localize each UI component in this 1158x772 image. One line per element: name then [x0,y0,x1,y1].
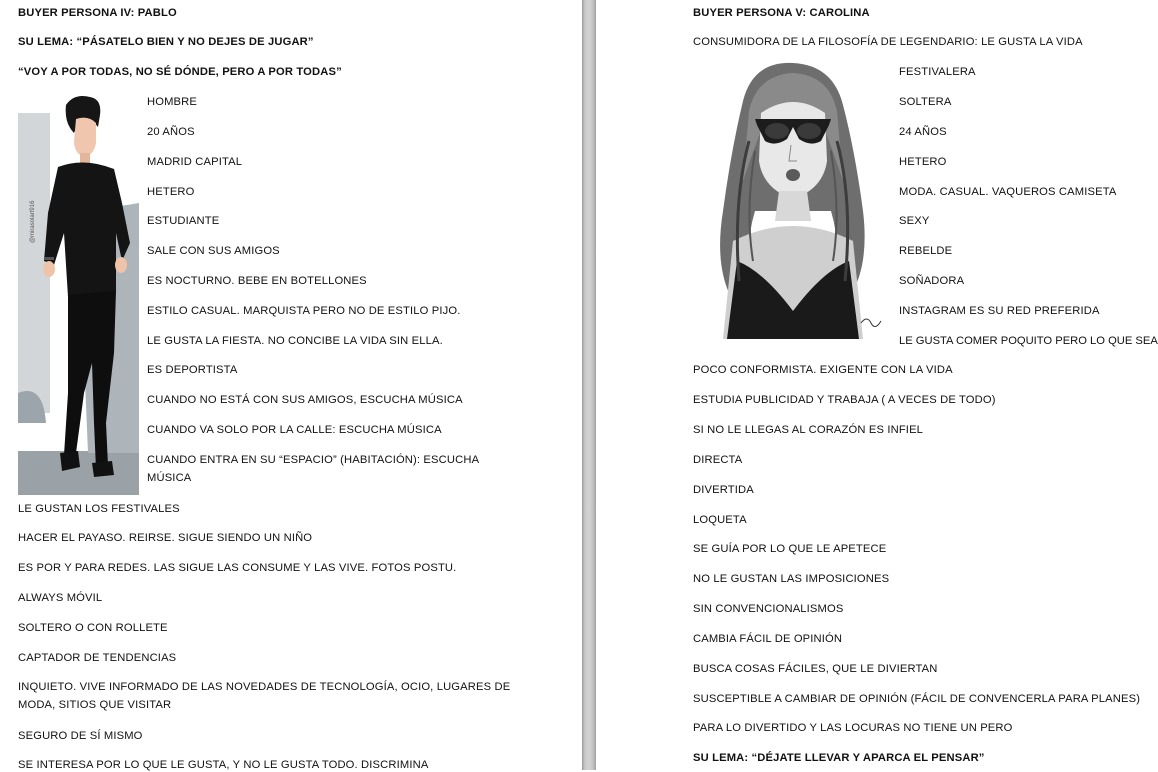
pablo-item: SE INTERESA POR LO QUE LE GUSTA, Y NO LE GUSTA TODO. DISCRIMINA [18,759,429,771]
pablo-item: LE GUSTAN LOS FESTIVALES [18,503,180,515]
carolina-lema: SU LEMA: “DÉJATE LLEVAR Y APARCA EL PENSAR” [693,752,985,764]
carolina-side-item: REBELDE [899,245,953,257]
pablo-item: ALWAYS MÓVIL [18,592,103,604]
carolina-item: DIVERTIDA [693,484,754,496]
pablo-item: INQUIETO. VIVE INFORMADO DE LAS NOVEDADES DE TECNOLOGÍA, OCIO, LUGARES DE MODA, SITIOS QUE VISITAR [18,681,511,711]
pablo-quote: “VOY A POR TODAS, NO SÉ DÓNDE, PERO A POR TODAS” [18,66,342,78]
page-gutter [582,0,596,770]
pablo-side-item: ESTILO CASUAL. MARQUISTA PERO NO DE ESTILO PIJO. [147,305,461,317]
carolina-intro: CONSUMIDORA DE LA FILOSOFÍA DE LEGENDARIO: LE GUSTA LA VIDA [693,36,1083,48]
pablo-side-item: ESTUDIANTE [147,215,220,227]
pablo-side-item: MADRID CAPITAL [147,156,243,168]
pablo-watermark: @mirasolart916 [30,200,36,243]
pablo-lema: SU LEMA: “PÁSATELO BIEN Y NO DEJES DE JUGAR” [18,36,314,48]
carolina-item: BUSCA COSAS FÁCILES, QUE LE DIVIERTAN [693,663,938,675]
carolina-side-item: MODA. CASUAL. VAQUEROS CAMISETA [899,186,1117,198]
carolina-side-item: 24 AÑOS [899,126,947,138]
carolina-side-item: INSTAGRAM ES SU RED PREFERIDA [899,305,1100,317]
carolina-side-item: SEXY [899,215,930,227]
pablo-item: CAPTADOR DE TENDENCIAS [18,652,177,664]
carolina-sketch [693,61,889,339]
carolina-side-item: FESTIVALERA [899,66,976,78]
pablo-item: HACER EL PAYASO. REIRSE. SIGUE SIENDO UN NIÑO [18,532,313,544]
carolina-item: SI NO LE LLEGAS AL CORAZÓN ES INFIEL [693,424,924,436]
pablo-side-item: LE GUSTA LA FIESTA. NO CONCIBE LA VIDA SIN ELLA. [147,335,443,347]
pablo-item: SEGURO DE SÍ MISMO [18,730,143,742]
pablo-side-item: ES NOCTURNO. BEBE EN BOTELLONES [147,275,367,287]
carolina-title: BUYER PERSONA V: CAROLINA [693,7,870,19]
carolina-side-item: SOÑADORA [899,275,965,287]
carolina-item: LOQUETA [693,514,747,526]
pablo-item: SOLTERO O CON ROLLETE [18,622,168,634]
carolina-item: NO LE GUSTAN LAS IMPOSICIONES [693,573,890,585]
carolina-item: POCO CONFORMISTA. EXIGENTE CON LA VIDA [693,364,953,376]
pablo-illustration [18,93,139,495]
carolina-item: CAMBIA FÁCIL DE OPINIÓN [693,633,843,645]
carolina-item: SIN CONVENCIONALISMOS [693,603,844,615]
pablo-side-item: CUANDO ENTRA EN SU “ESPACIO” (HABITACIÓN): ESCUCHA MÚSICA [147,454,479,484]
pablo-item: ES POR Y PARA REDES. LAS SIGUE LAS CONSUME Y LAS VIVE. FOTOS POSTU. [18,562,457,574]
illustrated-young-man-icon [18,93,139,495]
carolina-side-item: LE GUSTA COMER POQUITO PERO LO QUE SEA [899,335,1158,347]
pablo-side-item: SALE CON SUS AMIGOS [147,245,280,257]
carolina-item: ESTUDIA PUBLICIDAD Y TRABAJA ( A VECES DE TODO) [693,394,996,406]
carolina-item: SUSCEPTIBLE A CAMBIAR DE OPINIÓN (FÁCIL DE CONVENCERLA PARA PLANES) [693,693,1141,705]
pablo-side-item: CUANDO VA SOLO POR LA CALLE: ESCUCHA MÚSICA [147,424,442,436]
pablo-side-item: HETERO [147,186,195,198]
pablo-side-item: CUANDO NO ESTÁ CON SUS AMIGOS, ESCUCHA MÚSICA [147,394,463,406]
carolina-side-item: HETERO [899,156,947,168]
pablo-title: BUYER PERSONA IV: PABLO [18,7,177,19]
pablo-side-item: ES DEPORTISTA [147,364,238,376]
carolina-item: DIRECTA [693,454,743,466]
carolina-side-item: SOLTERA [899,96,952,108]
carolina-item: PARA LO DIVERTIDO Y LAS LOCURAS NO TIENE UN PERO [693,722,1013,734]
pablo-side-item: 20 AÑOS [147,126,195,138]
carolina-item: SE GUÍA POR LO QUE LE APETECE [693,543,887,555]
pablo-side-item: HOMBRE [147,96,198,108]
sketched-woman-sunglasses-icon [693,61,889,339]
